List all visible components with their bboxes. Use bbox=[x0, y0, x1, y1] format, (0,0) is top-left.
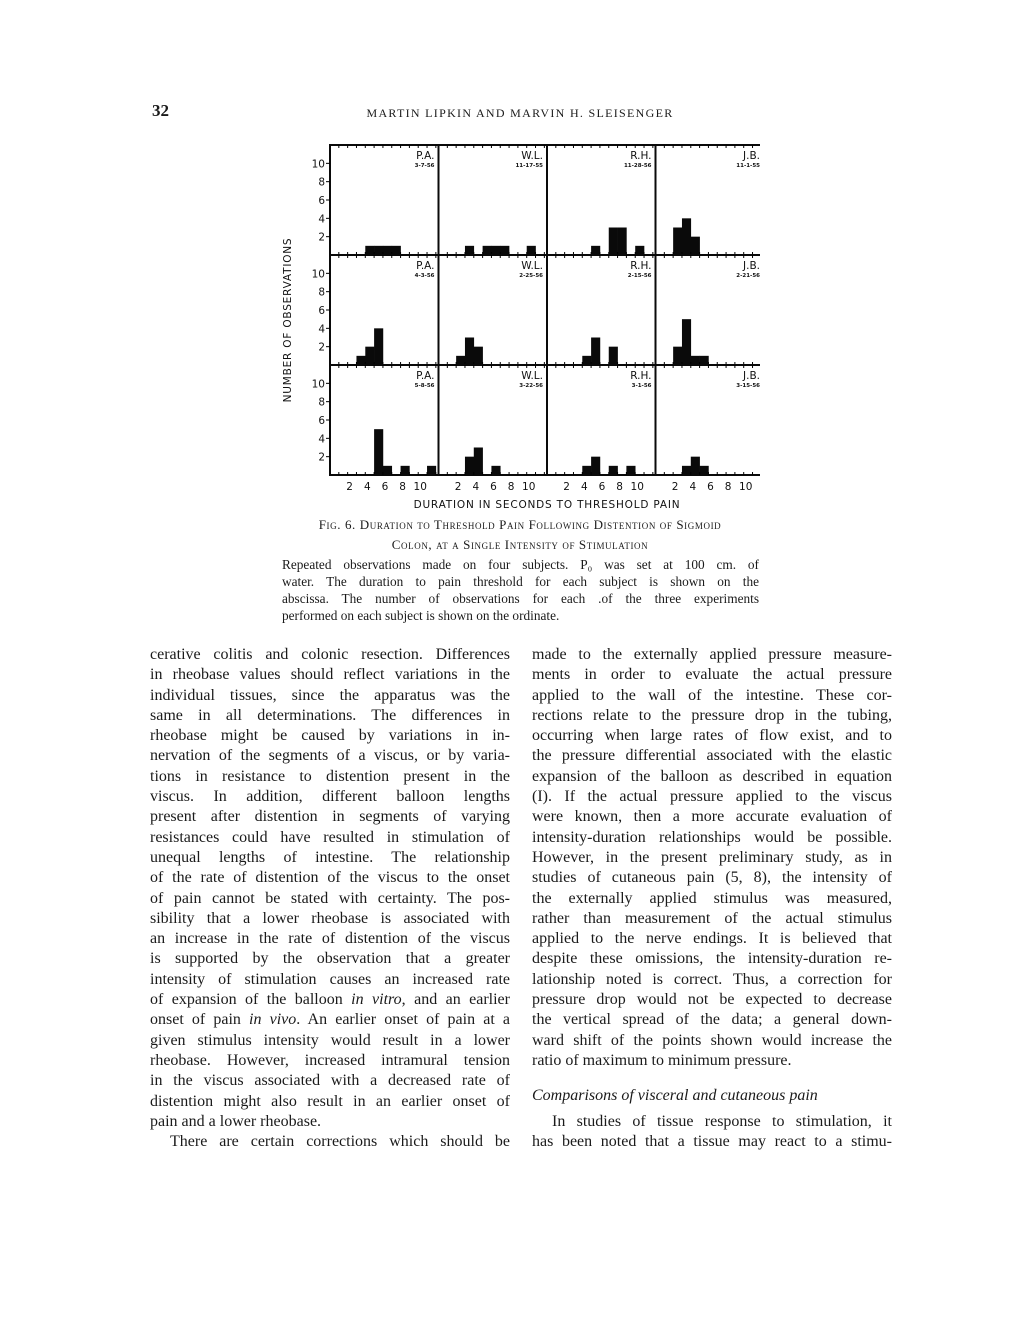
y-tick-label: 10 bbox=[311, 378, 325, 391]
text-line: intensity-duration relationships would be possible. bbox=[532, 828, 892, 846]
text-line: intensity of stimulation causes an increased rate bbox=[150, 970, 510, 988]
histogram-bar bbox=[427, 466, 436, 475]
text-line: pressure drop would not be expected to decrease bbox=[532, 991, 892, 1009]
x-tick-label: 4 bbox=[580, 481, 588, 493]
text-line: lationship noted is correct. Thus, a correction for bbox=[532, 970, 892, 988]
text-line: is supported by the observation that a greater bbox=[150, 950, 510, 968]
histogram-bar bbox=[465, 457, 474, 475]
histogram-bar bbox=[700, 466, 709, 475]
y-tick-label: 2 bbox=[318, 231, 325, 244]
text-line: present after distention in segments of varying bbox=[150, 808, 510, 826]
panel-date-label: 3-15-56 bbox=[736, 383, 760, 389]
panel-subject-label: R.H. bbox=[630, 150, 652, 162]
text-line: expansion of the balloon as described in equation bbox=[532, 767, 892, 785]
text-line: has been noted that a tissue may react to a stimu- bbox=[532, 1132, 892, 1150]
text-line: distention might also result in an earlier onset of bbox=[150, 1092, 510, 1110]
text-line: cerative colitis and colonic resection. Differences bbox=[150, 646, 510, 663]
histogram-bar bbox=[618, 228, 627, 256]
panel-date-label: 2-21-56 bbox=[736, 273, 760, 279]
histogram-bar bbox=[591, 457, 600, 475]
histogram-bar bbox=[401, 466, 410, 475]
histogram-bar bbox=[483, 246, 492, 255]
text-line: pain and a lower rheobase. bbox=[150, 1112, 322, 1130]
x-tick-label: 8 bbox=[399, 481, 406, 493]
running-head: MARTIN LIPKIN AND MARVIN H. SLEISENGER bbox=[366, 106, 674, 120]
section-heading: Comparisons of visceral and cutaneous pain bbox=[532, 1087, 818, 1105]
panel-subject-label: W.L. bbox=[521, 370, 543, 382]
histogram-bar bbox=[609, 228, 618, 256]
histogram-bar bbox=[474, 448, 483, 476]
x-tick-label: 10 bbox=[413, 481, 427, 493]
text-line: given stimulus intensity would result in a lower bbox=[150, 1031, 510, 1049]
panel-subject-label: P.A. bbox=[416, 260, 435, 272]
text-line: rather than measurement of the actual stimulus bbox=[532, 909, 892, 927]
panel-date-label: 5-8-56 bbox=[414, 383, 435, 389]
y-tick-label: 6 bbox=[318, 195, 325, 207]
y-tick-label: 8 bbox=[318, 286, 325, 299]
histogram-bar bbox=[374, 246, 383, 255]
x-tick-label: 4 bbox=[689, 481, 697, 493]
body-column-left bbox=[150, 645, 510, 1152]
text-line: viscus. In addition, different balloon lengths bbox=[150, 788, 510, 806]
y-tick-label: 2 bbox=[318, 451, 325, 464]
x-tick-label: 8 bbox=[724, 481, 732, 493]
panel-date-label: 3-22-56 bbox=[519, 383, 543, 389]
histogram-bar bbox=[456, 356, 465, 365]
text-line: occurring when large rates of flow exist, and to bbox=[532, 727, 892, 745]
y-tick-label: 4 bbox=[318, 323, 325, 336]
panel-subject-label: P.A. bbox=[416, 370, 435, 382]
text-line: resistances could have resulted in stimulation of bbox=[150, 828, 510, 846]
caption-line: Repeated observations made on four subjects. P₀ was set at 100 cm. of bbox=[282, 557, 759, 572]
panel-subject-label: J.B. bbox=[743, 260, 760, 272]
histogram-bar bbox=[465, 246, 474, 255]
histogram-bar bbox=[465, 338, 474, 366]
panel-subject-label: W.L. bbox=[521, 150, 543, 162]
text-line: despite these omissions, the intensity-duration re- bbox=[532, 950, 892, 968]
x-tick-label: 6 bbox=[707, 481, 714, 493]
text-line: onset of pain in vivo. An earlier onset of pain at a bbox=[150, 1011, 511, 1029]
page-number: 32 bbox=[152, 101, 169, 120]
y-tick-label: 10 bbox=[311, 268, 325, 281]
histogram-bar bbox=[691, 457, 700, 475]
text-line: ward shift of the points shown would increase the bbox=[532, 1031, 892, 1049]
text-line: rheobase. However, increased intramural tension bbox=[150, 1051, 510, 1069]
histogram-bar bbox=[691, 237, 700, 255]
text-line: of pain cannot be stated with certainty. The pos- bbox=[150, 889, 510, 907]
caption-line: performed on each subject is shown on the ordinate. bbox=[282, 608, 560, 623]
x-tick-label: 10 bbox=[630, 481, 644, 493]
text-line: made to the externally applied pressure measure- bbox=[532, 646, 892, 663]
y-tick-label: 10 bbox=[311, 158, 325, 171]
text-line: applied to the nerve endings. It is believed that bbox=[532, 930, 892, 948]
x-tick-label: 10 bbox=[739, 481, 753, 493]
text-line: ratio of maximum to minimum pressure. bbox=[532, 1051, 792, 1069]
panel-subject-label: R.H. bbox=[630, 370, 652, 382]
text-line: of the rate of distention of the viscus to the onset bbox=[150, 869, 510, 887]
histogram-bar bbox=[474, 347, 483, 365]
text-line: There are certain corrections which should be bbox=[170, 1133, 510, 1151]
panel-date-label: 2-15-56 bbox=[627, 273, 652, 279]
panel-date-label: 3-7-56 bbox=[414, 163, 435, 169]
text-line: sibility that a lower rheobase is associated with bbox=[150, 909, 510, 927]
histogram-bar bbox=[682, 319, 691, 365]
histogram-bar bbox=[491, 466, 500, 475]
y-axis-label: NUMBER OF OBSERVATIONS bbox=[282, 237, 294, 403]
y-tick-label: 8 bbox=[318, 396, 325, 409]
text-line: the pressure differential associated with the elastic bbox=[532, 747, 892, 765]
histogram-bar bbox=[365, 246, 374, 255]
histogram-bar bbox=[527, 246, 536, 255]
histogram-bar bbox=[673, 228, 682, 256]
histogram-bar bbox=[365, 347, 374, 365]
panel-date-label: 11-17-55 bbox=[515, 163, 543, 169]
text-line: (I). If the actual pressure applied to the viscus bbox=[532, 788, 892, 806]
text-line: tions in resistance to distention present in the bbox=[150, 767, 510, 785]
x-tick-label: 8 bbox=[616, 481, 623, 493]
figure-6-histogram-grid bbox=[280, 140, 760, 515]
text-line: were known, then a more accurate evaluation of bbox=[532, 808, 892, 826]
histogram-bar bbox=[392, 246, 401, 255]
text-line: in the viscus associated with a decreased rate of bbox=[150, 1072, 510, 1090]
x-tick-label: 2 bbox=[346, 481, 353, 493]
panel-subject-label: J.B. bbox=[743, 370, 760, 382]
panel-subject-label: J.B. bbox=[743, 150, 760, 162]
histogram-bar bbox=[682, 218, 691, 255]
histogram-bar bbox=[582, 356, 591, 365]
x-tick-label: 2 bbox=[563, 481, 570, 493]
x-tick-label: 8 bbox=[507, 481, 515, 493]
y-tick-label: 2 bbox=[318, 341, 325, 354]
histogram-bar bbox=[682, 466, 691, 475]
text-line: studies of cutaneous pain (5, 8), the intensity of bbox=[532, 869, 892, 887]
text-line: nervation of the segments of a viscus, or by varia- bbox=[150, 747, 510, 765]
panel-date-label: 11-28-56 bbox=[623, 163, 652, 169]
histogram-bar bbox=[500, 246, 509, 255]
x-tick-label: 6 bbox=[598, 481, 606, 493]
histogram-bar bbox=[609, 347, 618, 365]
y-tick-label: 6 bbox=[318, 305, 325, 317]
histogram-bar bbox=[673, 347, 682, 365]
y-tick-label: 4 bbox=[318, 213, 325, 226]
histogram-bar bbox=[700, 356, 709, 365]
text-line: same in all determinations. The differences in bbox=[150, 706, 510, 724]
text-line: applied to the wall of the intestine. These cor- bbox=[532, 686, 892, 704]
caption-body bbox=[282, 556, 759, 624]
x-tick-label: 4 bbox=[472, 481, 480, 493]
panel-date-label: 3-1-56 bbox=[631, 383, 652, 389]
caption-title-line-1: Fig. 6. Duration to Threshold Pain Following Distention of Sigmoid bbox=[318, 517, 722, 532]
histogram-bar bbox=[491, 246, 500, 255]
text-line: unequal lengths of intestine. The relationship bbox=[150, 848, 510, 866]
histogram-bar bbox=[356, 356, 365, 365]
histogram-bar bbox=[609, 466, 618, 475]
text-line: the vertical spread of the data; a general down- bbox=[532, 1011, 892, 1029]
histogram-bar bbox=[374, 429, 383, 475]
histogram-bar bbox=[383, 466, 392, 475]
panel-subject-label: P.A. bbox=[416, 150, 435, 162]
y-tick-label: 6 bbox=[318, 415, 325, 427]
text-line: rections relate to the pressure drop in the tubing, bbox=[532, 706, 892, 724]
panel-subject-label: W.L. bbox=[521, 260, 543, 272]
x-tick-label: 6 bbox=[490, 481, 497, 493]
histogram-bar bbox=[626, 466, 635, 475]
text-line: in rheobase values should reflect variations in the bbox=[150, 666, 510, 684]
x-tick-label: 2 bbox=[671, 481, 679, 493]
x-tick-label: 10 bbox=[522, 481, 536, 493]
histogram-bar bbox=[383, 246, 392, 255]
body-column-right bbox=[532, 645, 892, 1152]
histogram-bar bbox=[635, 246, 644, 255]
caption-line: abscissa. The number of observations for each .of the three experiments bbox=[282, 591, 759, 606]
x-axis-label: DURATION IN SECONDS TO THRESHOLD PAIN bbox=[413, 499, 681, 511]
caption-line: water. The duration to pain threshold for each subject is shown on the bbox=[282, 574, 759, 589]
text-line: In studies of tissue response to stimulation, it bbox=[552, 1112, 892, 1130]
x-tick-label: 4 bbox=[363, 481, 371, 493]
text-line: the externally applied stimulus was measured, bbox=[532, 889, 892, 907]
x-tick-label: 2 bbox=[454, 481, 462, 493]
text-line: individual tissues, since the apparatus was the bbox=[150, 686, 510, 704]
histogram-bar bbox=[591, 246, 600, 255]
y-tick-label: 4 bbox=[318, 433, 325, 446]
text-line: However, in the present preliminary study, as in bbox=[532, 848, 892, 866]
text-line: rheobase might be caused by variations in in- bbox=[150, 727, 510, 745]
panel-date-label: 11-1-55 bbox=[736, 163, 760, 169]
histogram-bar bbox=[691, 356, 700, 365]
caption-title-line-2: Colon, at a Single Intensity of Stimulation bbox=[391, 537, 649, 552]
histogram-bar bbox=[591, 338, 600, 366]
text-line: ments in order to evaluate the actual pressure bbox=[532, 666, 892, 684]
panel-subject-label: R.H. bbox=[630, 260, 652, 272]
histogram-bar bbox=[374, 328, 383, 365]
panel-date-label: 2-25-56 bbox=[519, 273, 543, 279]
y-tick-label: 8 bbox=[318, 176, 325, 189]
text-line: of expansion of the balloon in vitro, and an earlier bbox=[150, 991, 510, 1009]
x-tick-label: 6 bbox=[381, 481, 389, 493]
histogram-bar bbox=[582, 466, 591, 475]
panel-date-label: 4-3-56 bbox=[414, 273, 435, 279]
text-line: an increase in the rate of distention of the viscus bbox=[150, 930, 510, 948]
